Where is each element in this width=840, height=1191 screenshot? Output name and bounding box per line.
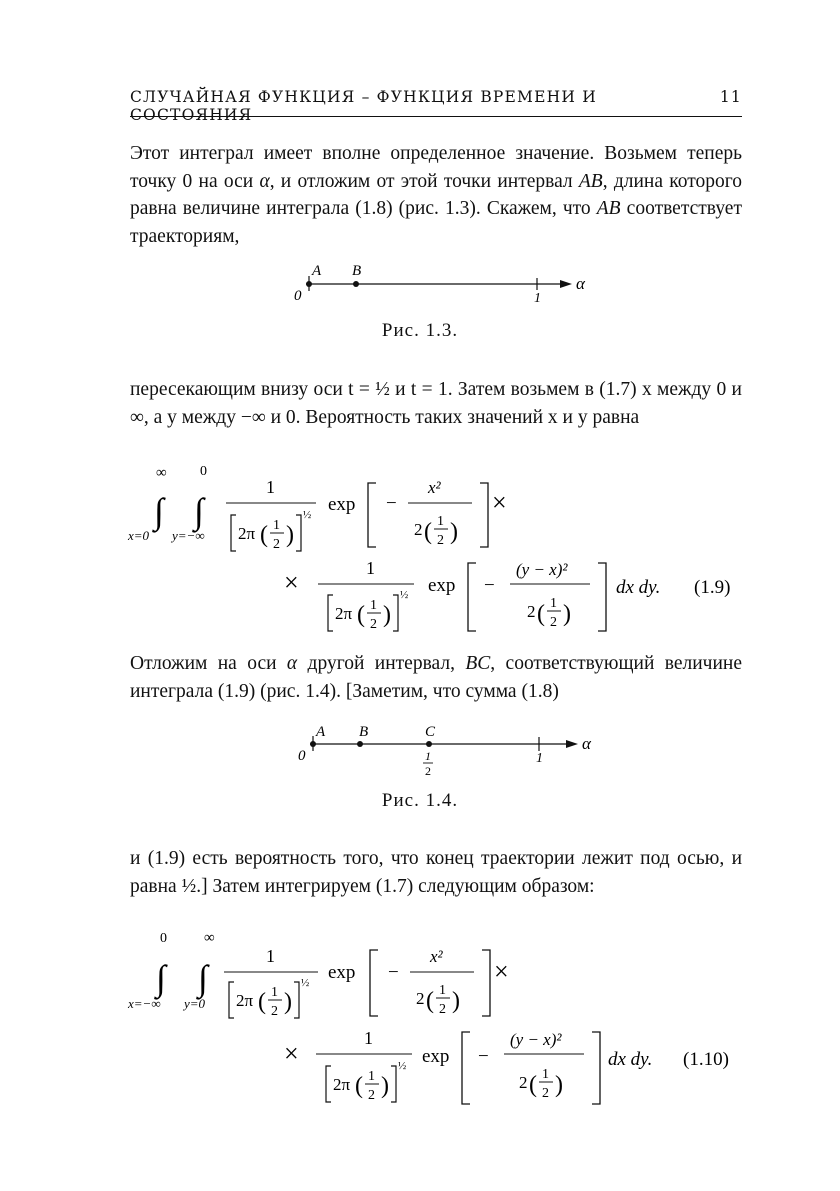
para1-ab2: AB <box>596 198 621 219</box>
para1-text-2: , и отложим от этой точки интервал <box>269 170 579 192</box>
fig14-point-b <box>357 741 363 747</box>
eq19-half-den-2: 2 <box>437 533 444 548</box>
eq110-half-den-1: 2 <box>271 1004 278 1019</box>
eq110-outer-integral: ∫ <box>156 958 166 998</box>
equation-1-10 <box>0 920 840 1110</box>
eq19-half-num-2: 1 <box>437 514 444 529</box>
eq19-x-sq: x² <box>428 478 441 497</box>
eq110-half-num-1: 1 <box>271 985 278 1000</box>
eq19-bracket-big-right-2 <box>598 563 606 631</box>
eq110-half-num-2: 1 <box>439 983 446 998</box>
eq110-inner-integral: ∫ <box>198 958 208 998</box>
fig13-point-a <box>306 281 312 287</box>
paragraph-4: и (1.9) есть вероятность того, что конец траектории лежит под осью, и равна ½.] Затем интегрируем (1.7) следующим образом: <box>130 848 742 897</box>
eq110-paren-right-4: ) <box>555 1072 563 1098</box>
running-head <box>130 88 742 124</box>
eq110-paren-right-1: ) <box>284 989 292 1015</box>
eq110-two-pi-1: 2π <box>236 991 254 1010</box>
eq19-numerator-1: 1 <box>266 477 275 497</box>
eq110-minus-1: − <box>388 962 399 983</box>
eq19-bracket-big-right-1 <box>480 483 488 547</box>
para1-ab: AB <box>578 170 603 192</box>
fig14-label-origin: 0 <box>298 748 306 764</box>
eq110-bracket-big-right-1 <box>482 950 490 1016</box>
eq19-minus-2: − <box>484 575 495 596</box>
fig14-label-one: 1 <box>536 751 543 766</box>
para1-alpha: α <box>259 170 270 192</box>
eq110-half-den-2: 2 <box>439 1002 446 1017</box>
eq19-bracket-left-2 <box>328 595 333 631</box>
paragraph-3 <box>130 650 742 705</box>
para3-alpha: α <box>286 653 298 674</box>
eq19-bracket-left-1 <box>231 515 236 551</box>
eq110-half-num-3: 1 <box>368 1069 375 1084</box>
eq110-number: (1.10) <box>683 1049 729 1070</box>
eq19-times-1: × <box>492 488 507 517</box>
figure-1-3 <box>0 258 840 308</box>
fig14-label-c: C <box>425 724 436 740</box>
eq19-half-num-4: 1 <box>550 596 557 611</box>
eq19-inner-lower: y=−∞ <box>172 528 205 543</box>
eq19-exp-1: exp <box>328 494 356 515</box>
eq19-half-den-3: 2 <box>370 617 377 632</box>
fig14-label-b: B <box>359 724 369 740</box>
fig14-arrowhead <box>566 740 578 748</box>
fig14-label-a: A <box>316 724 326 740</box>
eq110-outer-lower: x=−∞ <box>128 996 161 1011</box>
eq110-paren-left-4: ( <box>529 1072 537 1098</box>
eq110-exp-2: exp <box>422 1046 450 1067</box>
para3-bc: BC <box>465 653 491 674</box>
eq110-numerator-2: 1 <box>364 1028 373 1048</box>
eq110-paren-left-2: ( <box>426 988 434 1014</box>
para3-text-1: Отложим на оси <box>130 653 287 674</box>
fig13-point-b <box>353 281 359 287</box>
fig14-label-half-den: 2 <box>425 764 431 778</box>
eq110-two-2: 2 <box>519 1073 528 1092</box>
fig14-point-a <box>310 741 316 747</box>
eq19-two-pi-2: 2π <box>335 604 353 623</box>
eq19-paren-left-1: ( <box>260 522 268 548</box>
eq110-paren-left-3: ( <box>355 1073 363 1099</box>
eq19-y-minus-x-sq: (y − x)² <box>516 560 568 579</box>
eq110-inner-lower: y=0 <box>184 996 206 1011</box>
eq110-paren-left-1: ( <box>258 989 266 1015</box>
para1-text-1: Этот интеграл имеет вполне определенное значение. Возьмем теперь точку 0 на оси <box>130 143 742 192</box>
eq19-inner-upper: 0 <box>200 464 207 479</box>
eq110-x-sq: x² <box>430 947 443 966</box>
eq19-bracket-big-left-1 <box>368 483 376 547</box>
running-title: СЛУЧАЙНАЯ ФУНКЦИЯ – ФУНКЦИЯ ВРЕМЕНИ И СОСТОЯНИЯ <box>130 88 597 124</box>
fig14-label-axis: α <box>582 734 591 753</box>
eq110-bracket-left-2 <box>326 1066 331 1102</box>
eq19-power-1: ½ <box>303 509 312 521</box>
eq19-outer-integral: ∫ <box>154 491 164 531</box>
eq110-power-2: ½ <box>398 1060 407 1072</box>
eq110-inner-upper: ∞ <box>204 930 215 946</box>
fig13-label-b: B <box>352 263 362 279</box>
eq19-inner-integral: ∫ <box>194 491 204 531</box>
eq19-paren-right-4: ) <box>563 601 571 627</box>
eq110-paren-right-2: ) <box>452 988 460 1014</box>
para3-text-3: , соответствующий величине интеграла (1.9) (рис. 1.4). [Заметим, что сумма (1.8) <box>130 653 743 702</box>
eq19-paren-right-3: ) <box>383 602 391 628</box>
eq110-bracket-big-left-2 <box>462 1032 470 1104</box>
eq19-exp-2: exp <box>428 575 456 596</box>
eq19-power-2: ½ <box>400 589 409 601</box>
eq110-numerator-1: 1 <box>266 946 275 966</box>
fig13-label-one: 1 <box>534 291 541 306</box>
eq19-minus-1: − <box>386 493 397 514</box>
eq110-half-den-3: 2 <box>368 1088 375 1103</box>
eq19-paren-left-2: ( <box>424 519 432 545</box>
eq110-bracket-big-left-1 <box>370 950 378 1016</box>
eq19-two-2: 2 <box>527 602 536 621</box>
eq19-numerator-2: 1 <box>366 558 375 578</box>
fig14-point-c <box>426 741 432 747</box>
eq110-two-pi-2: 2π <box>333 1075 351 1094</box>
eq19-paren-right-2: ) <box>450 519 458 545</box>
header-rule <box>130 116 742 117</box>
equation-1-9 <box>0 455 840 635</box>
eq19-two-1: 2 <box>414 520 423 539</box>
eq19-two-pi-1: 2π <box>238 524 256 543</box>
eq110-paren-right-3: ) <box>381 1073 389 1099</box>
eq110-half-num-4: 1 <box>542 1067 549 1082</box>
eq19-bracket-right-1 <box>296 515 301 551</box>
eq110-power-1: ½ <box>301 977 310 989</box>
eq19-outer-lower: x=0 <box>128 528 150 543</box>
eq19-half-den-4: 2 <box>550 615 557 630</box>
para1-text-4: соответствует траекториям, <box>130 198 742 247</box>
figure-1-4-caption: Рис. 1.4. <box>381 790 459 811</box>
eq110-exp-1: exp <box>328 962 356 983</box>
eq19-paren-right-1: ) <box>286 522 294 548</box>
eq19-bracket-right-2 <box>393 595 398 631</box>
eq19-times-2: × <box>284 568 299 597</box>
eq19-number: (1.9) <box>694 577 731 598</box>
eq19-half-num-3: 1 <box>370 598 377 613</box>
paragraph-2: пересекающим внизу оси t = ½ и t = 1. Затем возьмем в (1.7) x между 0 и ∞, а y между −∞ и 0. Вероятность таких значений x и y равна <box>130 379 742 428</box>
eq110-bracket-right-2 <box>391 1066 396 1102</box>
eq19-outer-upper: ∞ <box>156 465 167 481</box>
fig13-label-a: A <box>312 263 322 279</box>
eq110-bracket-left-1 <box>229 982 234 1018</box>
fig14-label-half-num: 1 <box>425 749 431 763</box>
eq110-dxdy: dx dy. <box>608 1049 653 1070</box>
eq19-half-num-1: 1 <box>273 518 280 533</box>
eq110-y-minus-x-sq: (y − x)² <box>510 1030 562 1049</box>
fig13-label-origin: 0 <box>294 288 302 304</box>
para3-text-2: другой интервал, <box>297 653 466 674</box>
eq19-half-den-1: 2 <box>273 537 280 552</box>
eq110-half-den-4: 2 <box>542 1086 549 1101</box>
para1-text-3: , длина которого равна величине интеграла (1.8) (рис. 1.3). Скажем, что <box>130 170 743 219</box>
eq19-dxdy: dx dy. <box>616 577 661 598</box>
figure-1-3-caption: Рис. 1.3. <box>381 320 459 341</box>
fig13-label-axis: α <box>576 274 585 293</box>
eq110-minus-2: − <box>478 1046 489 1067</box>
page-number: 11 <box>719 88 742 106</box>
eq19-paren-left-4: ( <box>537 601 545 627</box>
eq110-bracket-big-right-2 <box>592 1032 600 1104</box>
eq110-two-1: 2 <box>416 989 425 1008</box>
fig13-arrowhead <box>560 280 572 288</box>
eq110-times-2: × <box>284 1039 299 1068</box>
eq19-paren-left-3: ( <box>357 602 365 628</box>
eq19-bracket-big-left-2 <box>468 563 476 631</box>
paragraph-1 <box>130 140 742 250</box>
eq110-outer-upper: 0 <box>160 931 167 946</box>
figure-1-4 <box>0 722 840 780</box>
eq110-times-1: × <box>494 957 509 986</box>
eq110-bracket-right-1 <box>294 982 299 1018</box>
